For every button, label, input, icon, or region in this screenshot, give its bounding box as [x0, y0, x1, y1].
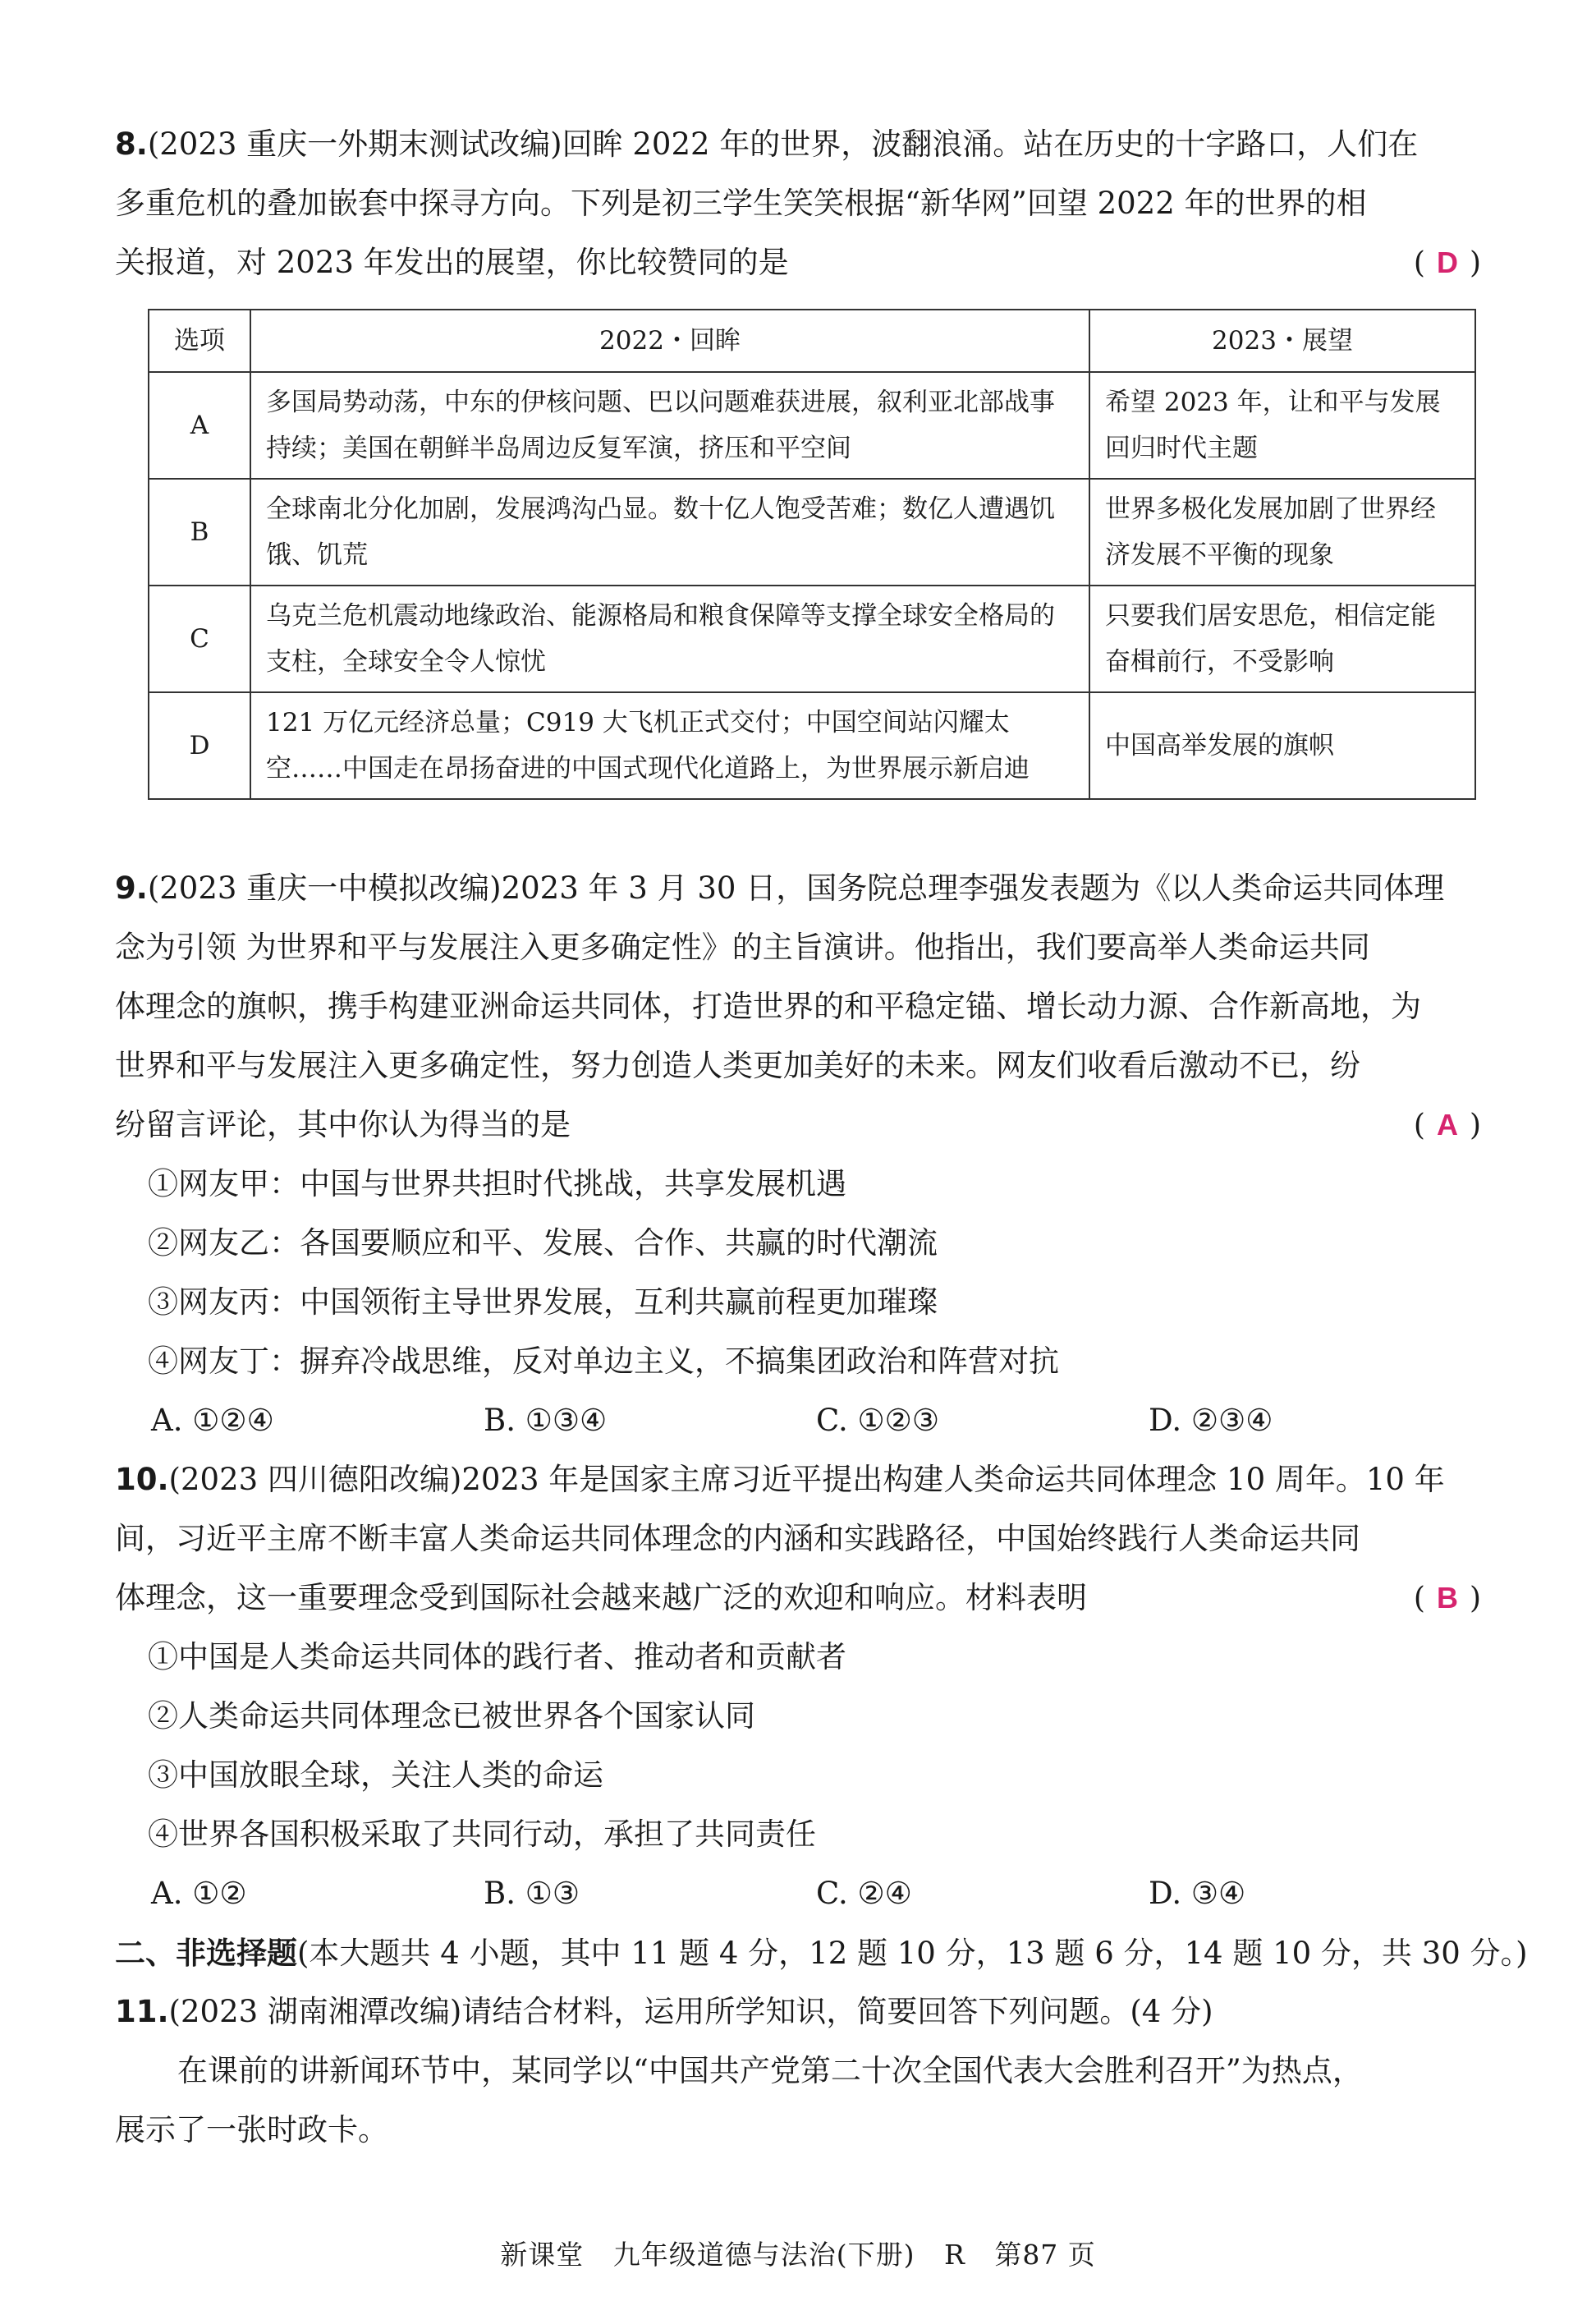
q9-item: ①网友甲：中国与世界共担时代挑战，共享发展机遇 [148, 1166, 846, 1201]
section-2-heading [115, 1923, 1528, 1983]
footer-page-number: 第87 页 [994, 2239, 1096, 2271]
header-review: 2022・回眸 [250, 310, 1089, 372]
q10-item: ④世界各国积极采取了共同行动，承担了共同责任 [148, 1817, 816, 1852]
page-footer [0, 2234, 1596, 2272]
q11-para-line-1: 在课前的讲新闻环节中，某同学以“中国共产党第二十次全国代表大会胜利召开”为热点， [177, 2053, 1363, 2088]
row-outlook: 只要我们居安思危，相信定能奋楫前行，不受影响 [1089, 586, 1475, 692]
q10-answer-bracket: ( B ) [1413, 1581, 1481, 1615]
q8-line-2: 多重危机的叠加嵌套中探寻方向。下列是初三学生笑笑根据“新华网”回望 2022 年的世界的相 [115, 186, 1367, 221]
q10-choice-b: B. ①③ [484, 1876, 580, 1911]
q9-line-2: 念为引领 为世界和平与发展注入更多确定性》的主旨演讲。他指出，我们要高举人类命运共同 [115, 930, 1370, 965]
row-label: B [149, 479, 250, 586]
q8-number: 8. [115, 126, 148, 162]
q8-line-3: 关报道，对 2023 年发出的展望，你比较赞同的是 ( D ) [115, 233, 1481, 292]
q9-line-1: 9.(2023 重庆一中模拟改编)2023 年 3 月 30 日，国务院总理李强发表题为《以人类命运共同体理 [115, 870, 1445, 906]
q9-answer: A [1436, 1108, 1458, 1141]
q10-choice-d: D. ③④ [1149, 1876, 1246, 1911]
row-review: 全球南北分化加剧，发展鸿沟凸显。数十亿人饱受苦难；数亿人遭遇饥饿、饥荒 [250, 479, 1089, 586]
q11-line-1: 11.(2023 湖南湘潭改编)请结合材料，运用所学知识，简要回答下列问题。(4 分) [115, 1994, 1213, 2029]
table-row [149, 479, 1475, 586]
q8-line-1: 8.(2023 重庆一外期末测试改编)回眸 2022 年的世界，波翻浪涌。站在历史的十字路口，人们在 [115, 126, 1419, 162]
q9-answer-bracket: ( A ) [1413, 1108, 1481, 1142]
section-2-title: 二、非选择题 [115, 1935, 297, 1971]
section-2-desc: (本大题共 4 小题，其中 11 题 4 分，12 题 10 分，13 题 6 分，14 题 10 分，共 30 分。) [297, 1936, 1528, 1971]
table-row [149, 692, 1475, 799]
row-outlook: 希望 2023 年，让和平与发展回归时代主题 [1089, 372, 1475, 479]
row-label: D [149, 692, 250, 799]
q9-choices [115, 1391, 1481, 1450]
row-review: 乌克兰危机震动地缘政治、能源格局和粮食保障等支撑全球安全格局的支柱，全球安全令人惊忧 [250, 586, 1089, 692]
header-outlook: 2023・展望 [1089, 310, 1475, 372]
row-review: 多国局势动荡，中东的伊核问题、巴以问题难获进展，叙利亚北部战事持续；美国在朝鲜半岛周边反复军演，挤压和平空间 [250, 372, 1089, 479]
q10-line-3: 体理念，这一重要理念受到国际社会越来越广泛的欢迎和响应。材料表明 ( B ) [115, 1569, 1481, 1628]
q9-line-5: 纷留言评论，其中你认为得当的是 ( A ) [115, 1095, 1481, 1155]
q9-item: ②网友乙：各国要顺应和平、发展、合作、共赢的时代潮流 [148, 1225, 938, 1261]
question-10 [115, 1450, 1481, 1923]
q9-line-3: 体理念的旗帜，携手构建亚洲命运共同体，打造世界的和平稳定锚、增长动力源、合作新高地，为 [115, 989, 1421, 1024]
q10-choices [115, 1864, 1481, 1923]
row-review: 121 万亿元经济总量；C919 大飞机正式交付；中国空间站闪耀太空……中国走在昂扬奋进的中国式现代化道路上，为世界展示新启迪 [250, 692, 1089, 799]
q9-number: 9. [115, 870, 148, 906]
q8-options-table [148, 309, 1476, 800]
q9-choice-a: A. ①②④ [151, 1403, 274, 1438]
table-header-row [149, 310, 1475, 372]
row-outlook: 世界多极化发展加剧了世界经济发展不平衡的现象 [1089, 479, 1475, 586]
q9-choice-d: D. ②③④ [1149, 1403, 1273, 1438]
q9-choice-b: B. ①③④ [484, 1403, 608, 1438]
q10-choice-a: A. ①② [151, 1876, 247, 1911]
question-8 [115, 115, 1481, 293]
header-option: 选项 [149, 310, 250, 372]
q10-item: ③中国放眼全球，关注人类的命运 [148, 1757, 603, 1793]
q10-item: ①中国是人类命运共同体的践行者、推动者和贡献者 [148, 1639, 846, 1674]
footer-book: 新课堂 [500, 2239, 585, 2271]
q10-number: 10. [115, 1462, 169, 1497]
q10-item: ②人类命运共同体理念已被世界各个国家认同 [148, 1698, 755, 1734]
row-label: C [149, 586, 250, 692]
q8-answer-bracket: ( D ) [1413, 246, 1481, 280]
q10-choice-c: C. ②④ [816, 1876, 912, 1911]
q10-answer: B [1436, 1581, 1458, 1615]
question-9 [115, 859, 1481, 1450]
q10-line-2: 间，习近平主席不断丰富人类命运共同体理念的内涵和实践路径，中国始终践行人类命运共同 [115, 1521, 1360, 1556]
q8-answer: D [1436, 246, 1458, 279]
table-row [149, 586, 1475, 692]
table-row [149, 372, 1475, 479]
q9-choice-c: C. ①②③ [816, 1403, 940, 1438]
q9-item: ④网友丁：摒弃冷战思维，反对单边主义，不搞集团政治和阵营对抗 [148, 1344, 1059, 1379]
row-label: A [149, 372, 250, 479]
question-11 [115, 1982, 1481, 2160]
q9-item: ③网友丙：中国领衔主导世界发展，互利共赢前程更加璀璨 [148, 1284, 938, 1320]
q9-line-4: 世界和平与发展注入更多确定性，努力创造人类更加美好的未来。网友们收看后激动不已，纷 [115, 1048, 1360, 1083]
row-outlook: 中国高举发展的旗帜 [1089, 692, 1475, 799]
q11-number: 11. [115, 1994, 169, 2029]
footer-edition: R [943, 2239, 965, 2271]
footer-subject: 九年级道德与法治(下册) [612, 2239, 915, 2271]
q10-line-1: 10.(2023 四川德阳改编)2023 年是国家主席习近平提出构建人类命运共同体理念 10 周年。10 年 [115, 1462, 1445, 1497]
q11-para-line-2: 展示了一张时政卡。 [115, 2112, 388, 2147]
